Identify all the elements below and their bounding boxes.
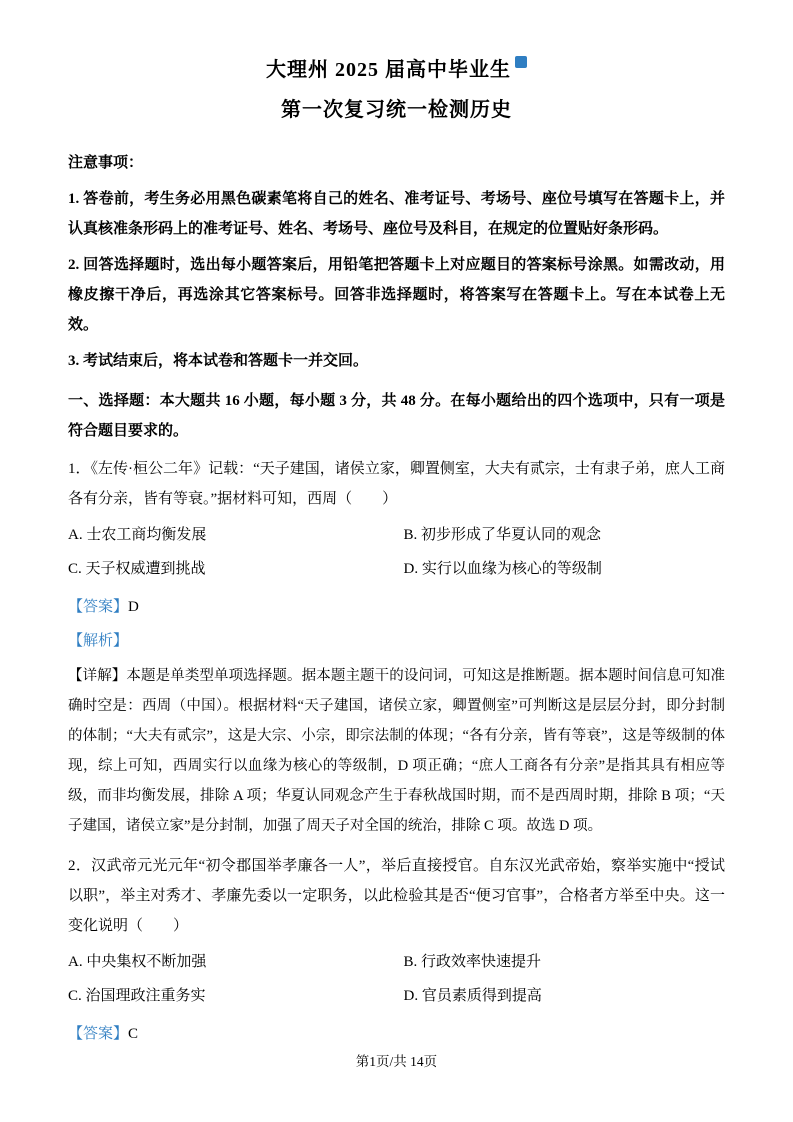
question-1-answer-line (68, 592, 725, 623)
notice-item-1: 1. 答卷前，考生务必用黑色碳素笔将自己的姓名、准考证号、考场号、座位号填写在答题卡上，并认真核准条形码上的准考证号、姓名、考场号、座位号及科目，在规定的位置贴好条形码。 (68, 191, 725, 237)
question-1-option-a: A. 士农工商均衡发展 (68, 527, 207, 543)
answer-value: D (128, 599, 139, 615)
question-2-option-a: A. 中央集权不断加强 (68, 954, 207, 970)
question-1-option-d: D. 实行以血缘为核心的等级制 (403, 561, 602, 577)
question-1-stem: 1．《左传·桓公二年》记载：“天子建国，诸侯立家，卿置侧室，大夫有贰宗，士有隶子弟，庶人工商各有分亲，皆有等衰。”据材料可知，西周（ ） (68, 461, 725, 507)
title-line-1-text: 大理州 2025 届高中毕业生 (266, 59, 511, 81)
question-1-analysis-line (68, 626, 725, 657)
question-1-detail: 【详解】本题是单类型单项选择题。据本题主题干的设问词，可知这是推断题。据本题时间信息可知准确时空是：西周（中国）。根据材料“天子建国，诸侯立家，卿置侧室”可判断这是层层分封，即分封制的体制；“大夫有贰宗”，这是大宗、小宗，即宗法制的体现；“各有分亲，皆有等衰”，这是等级制的体现，综上可知，西周实行以血缘为核心的等级制，D 项正确；“庶人工商各有分亲”是指其具有相应等级，而非均衡发展，排除 A 项；华夏认同观念产生于春秋战国时期，而不是西周时期，排除 B 项；“天子建国，诸侯立家”是分封制，加强了周天子对全国的统治，排除 C 项。故选 D 项。 (68, 668, 725, 834)
page-footer: 第1页/共 14页 (355, 1054, 438, 1069)
question-1 (68, 454, 725, 841)
answer-value: C (128, 1026, 139, 1042)
title-line-2-text: 第一次复习统一检测历史 (281, 99, 512, 121)
question-2-answer-line (68, 1019, 725, 1050)
title-line-2 (68, 90, 725, 130)
page-title (68, 50, 725, 130)
title-line-1 (68, 50, 725, 90)
question-2-stem: 2．汉武帝元光元年“初令郡国举孝廉各一人”，举后直接授官。自东汉光武帝始，察举实施中“授试以职”，举主对秀才、孝廉先委以一定职务，以此检验其是否“便习官事”，合格者方举至中央。这一变化说明（ ） (68, 858, 725, 934)
question-2-option-d: D. 官员素质得到提高 (403, 988, 542, 1004)
section-heading: 一、选择题：本大题共 16 小题，每小题 3 分，共 48 分。在每小题给出的四个选项中，只有一项是符合题目要求的。 (68, 393, 725, 439)
question-2 (68, 851, 725, 1050)
notice-item-3: 3. 考试结束后，将本试卷和答题卡一并交回。 (68, 353, 369, 369)
notice-heading: 注意事项： (68, 155, 144, 171)
question-1-options (68, 518, 725, 586)
question-2-option-c: C. 治国理政注重务实 (68, 988, 206, 1004)
analysis-tag: 【解析】 (68, 633, 129, 649)
answer-tag: 【答案】 (68, 599, 129, 615)
annotation-mark-icon (515, 56, 527, 68)
notice-item-2: 2. 回答选择题时，选出每小题答案后，用铅笔把答题卡上对应题目的答案标号涂黑。如需改动，用橡皮擦干净后，再选涂其它答案标号。回答非选择题时，将答案写在答题卡上。写在本试卷上无效。 (68, 257, 725, 333)
question-2-options (68, 945, 725, 1013)
answer-tag: 【答案】 (68, 1026, 129, 1042)
question-1-option-b: B. 初步形成了华夏认同的观念 (403, 527, 602, 543)
question-2-option-b: B. 行政效率快速提升 (403, 954, 542, 970)
question-1-option-c: C. 天子权威遭到挑战 (68, 561, 206, 577)
